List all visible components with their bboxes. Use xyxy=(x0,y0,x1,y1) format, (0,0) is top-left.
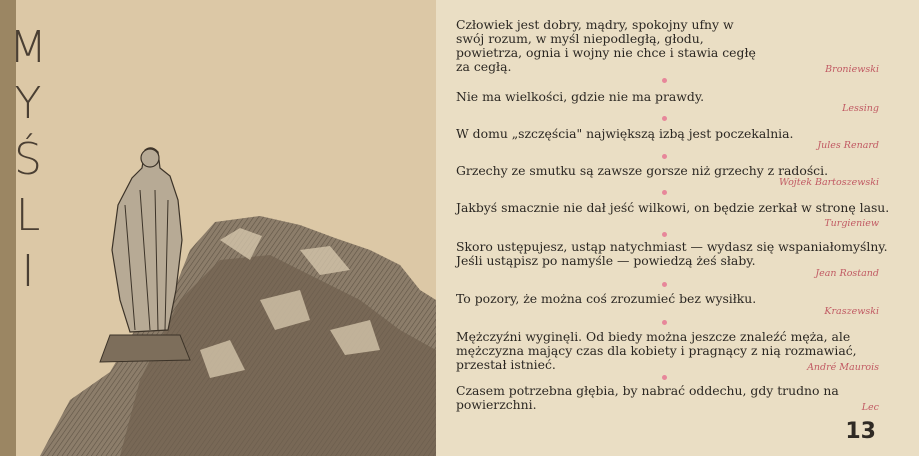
title-letter: Y xyxy=(14,78,42,129)
quote-author: Wojtek Bartoszewski xyxy=(778,177,879,188)
quote-text: Czasem potrzebna głębia, by nabrać oddechu, gdy trudno na powierzchni. xyxy=(456,383,839,412)
quote-author: Jean Rostand xyxy=(815,268,879,279)
rock-statue-illustration xyxy=(0,0,436,456)
page-number: 13 xyxy=(845,419,876,444)
title-letter: M xyxy=(9,22,47,73)
quote-author: Lec xyxy=(861,402,879,413)
separator-dot xyxy=(662,232,667,237)
quote-text: Mężczyźni wyginęli. Od biedy można jeszcze znaleźć męża, ale mężczyzna mający czas dla kobiety i pragnący z nią rozmawiać, przestał istnieć. xyxy=(456,329,857,372)
title-letter: I xyxy=(21,246,35,297)
quote-author: Jules Renard xyxy=(817,140,879,151)
quotes-column xyxy=(436,0,919,456)
separator-dot xyxy=(662,154,667,159)
separator-dot xyxy=(662,320,667,325)
vertical-title xyxy=(8,20,48,300)
illustration-panel xyxy=(0,0,436,456)
quote-author: Broniewski xyxy=(825,64,879,75)
title-letter: Ś xyxy=(14,134,42,185)
separator-dot xyxy=(662,78,667,83)
quote-text: W domu „szczęścia" największą izbą jest poczekalnia. xyxy=(456,126,794,141)
separator-dot xyxy=(662,190,667,195)
quote-text: Skoro ustępujesz, ustąp natychmiast — wydasz się wspaniałomyślny. Jeśli ustąpisz po namyśle — powiedzą żeś słaby. xyxy=(456,239,888,268)
separator-dot xyxy=(662,282,667,287)
title-letter: L xyxy=(15,190,41,241)
quote-author: Turgieniew xyxy=(824,218,879,229)
quote-text: Grzechy ze smutku są zawsze gorsze niż grzechy z radości. xyxy=(456,163,829,178)
quote-text: Jakbyś smacznie nie dał jeść wilkowi, on będzie zerkał w stronę lasu. xyxy=(456,200,890,215)
separator-dot xyxy=(662,116,667,121)
quote-text: Człowiek jest dobry, mądry, spokojny ufny w swój rozum, w myśl niepodległą, głodu, powietrza, ognia i wojny nie chce i stawia cegłę za cegłą. xyxy=(456,17,756,74)
quote-author: Lessing xyxy=(842,103,879,114)
quote-text: To pozory, że można coś zrozumieć bez wysiłku. xyxy=(456,291,757,306)
separator-dot xyxy=(662,375,667,380)
quote-author: Kraszewski xyxy=(824,306,879,317)
quote-author: André Maurois xyxy=(807,362,879,373)
quote-text: Nie ma wielkości, gdzie nie ma prawdy. xyxy=(456,89,705,104)
